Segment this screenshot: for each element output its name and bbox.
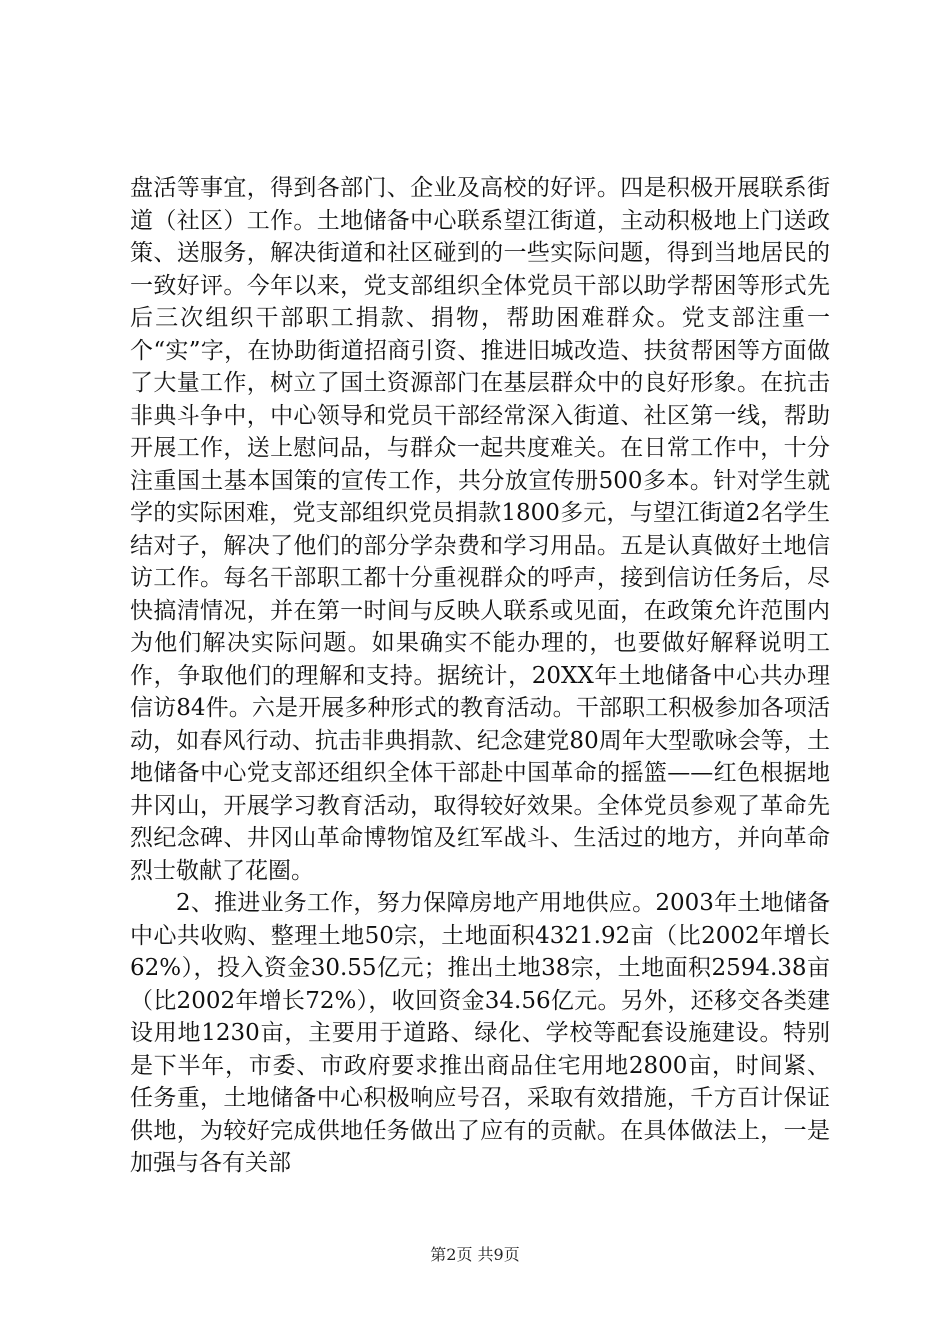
page-footer: 第2页 共9页 — [430, 1245, 520, 1264]
paragraph-continuation: 盘活等事宜，得到各部门、企业及高校的好评。四是积极开展联系街道（社区）工作。土地储备中心联系望江街道，主动积极地上门送政策、送服务，解决街道和社区碰到的一些实际问题，得到当地居民的一致好评。今年以来，党支部组织全体党员干部以助学帮困等形式先后三次组织干部职工捐款、捐物，帮助困难群众。党支部注重一个“实”字，在协助街道招商引资、推进旧城改造、扶贫帮困等方面做了大量工作，树立了国土资源部门在基层群众中的良好形象。在抗击非典斗争中，中心领导和党员干部经常深入街道、社区第一线，帮助开展工作，送上慰问品，与群众一起共度难关。在日常工作中，十分注重国土基本国策的宣传工作，共分放宣传册500多本。针对学生就学的实际困难，党支部组织党员捐款1800多元，与望江街道2名学生结对子，解决了他们的部分学杂费和学习用品。五是认真做好土地信访工作。每名干部职工都十分重视群众的呼声，接到信访任务后，尽快搞清情况，并在第一时间与反映人联系或见面，在政策允许范围内为他们解决实际问题。如果确实不能办理的，也要做好解释说明工作，争取他们的理解和支持。据统计，20XX年土地储备中心共办理信访84件。六是开展多种形式的教育活动。干部职工积极参加各项活动，如春风行动、抗击非典捐款、纪念建党80周年大型歌咏会等，土地储备中心党支部还组织全体干部赴中国革命的摇篮——红色根据地井冈山，开展学习教育活动，取得较好效果。全体党员参观了革命先烈纪念碑、井冈山革命博物馆及红军战斗、生活过的地方，并向革命烈士敬献了花圈。 — [130, 175, 830, 884]
paragraph-business-work: 2、推进业务工作，努力保障房地产用地供应。2003年土地储备中心共收购、整理土地50宗，土地面积4321.92亩（比2002年增长62%），投入资金30.55亿元；推出土地38宗，土地面积2594.38亩（比2002年增长72%），收回资金34.56亿元。另外，还移交各类建设用地1230亩，主要用于道路、绿化、学校等配套设施建设。特别是下半年，市委、市政府要求推出商品住宅用地2800亩，时间紧、任务重，土地储备中心积极响应号召，采取有效措施，千方百计保证供地，为较好完成供地任务做出了应有的贡献。在具体做法上，一是加强与各有关部 — [130, 890, 830, 1176]
document-body — [130, 172, 830, 1180]
